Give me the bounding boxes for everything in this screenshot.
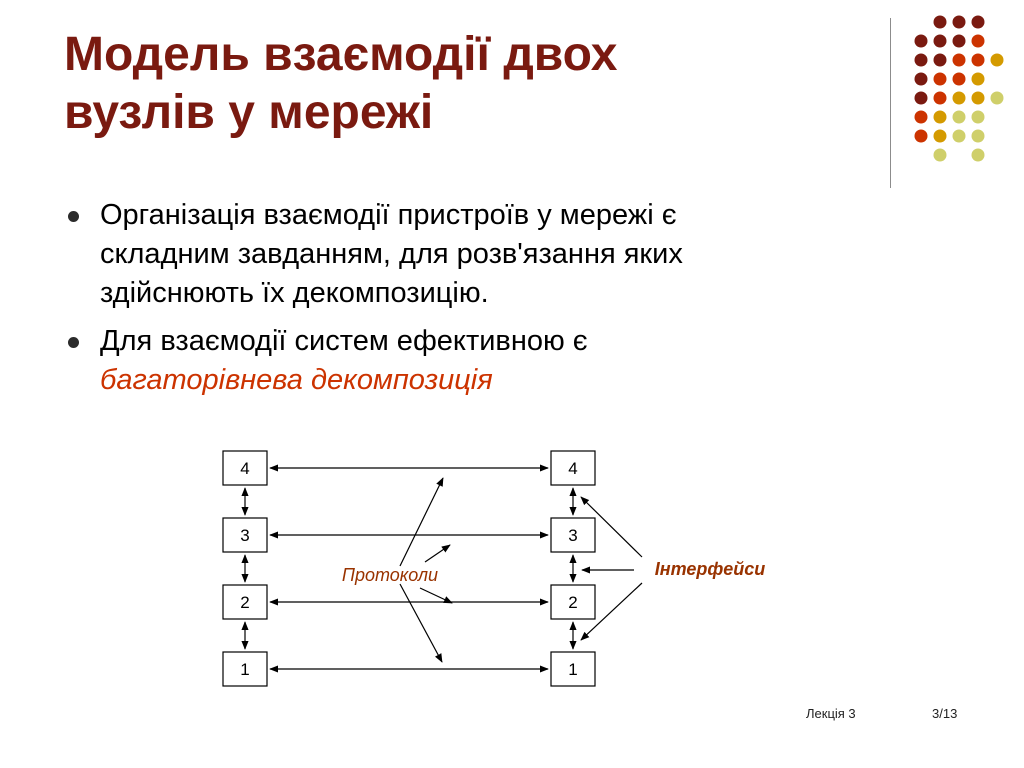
bullet-line: Для взаємодії систем ефективною є [100, 325, 588, 357]
right-level-2 [551, 585, 595, 619]
footer-lecture: Лекція 3 [806, 706, 856, 721]
protocols-pointer-level-3 [425, 545, 450, 562]
bullet-line: складним завданням, для розв'язання яких [100, 238, 683, 270]
protocols-pointer-level-2 [420, 588, 452, 603]
right-level-1 [551, 652, 595, 686]
interfaces-label: Інтерфейси [654, 559, 766, 579]
right-level-4 [551, 451, 595, 485]
right-level-label: 1 [568, 660, 578, 679]
left-level-4 [223, 451, 267, 485]
left-level-label: 1 [240, 660, 250, 679]
right-level-label: 3 [568, 526, 578, 545]
protocols-pointer-level-4 [400, 478, 443, 566]
left-level-2 [223, 585, 267, 619]
left-level-3 [223, 518, 267, 552]
right-level-label: 4 [568, 459, 578, 478]
left-level-label: 3 [240, 526, 250, 545]
left-level-label: 4 [240, 459, 250, 478]
bullet-accent-text: багаторівнева декомпозиція [100, 364, 493, 396]
protocols-label: Протоколи [341, 565, 439, 585]
right-level-label: 2 [568, 593, 578, 612]
title-line-2: вузлів у мережі [64, 86, 434, 139]
right-level-3 [551, 518, 595, 552]
bullet-line: Організація взаємодії пристроїв у мережі є [100, 199, 677, 231]
footer-page-number: 3/13 [932, 706, 958, 721]
left-level-1 [223, 652, 267, 686]
bullet-line: здійснюють їх декомпозицію. [100, 277, 489, 309]
title-line-1: Модель взаємодії двох [64, 28, 618, 81]
left-level-label: 2 [240, 593, 250, 612]
